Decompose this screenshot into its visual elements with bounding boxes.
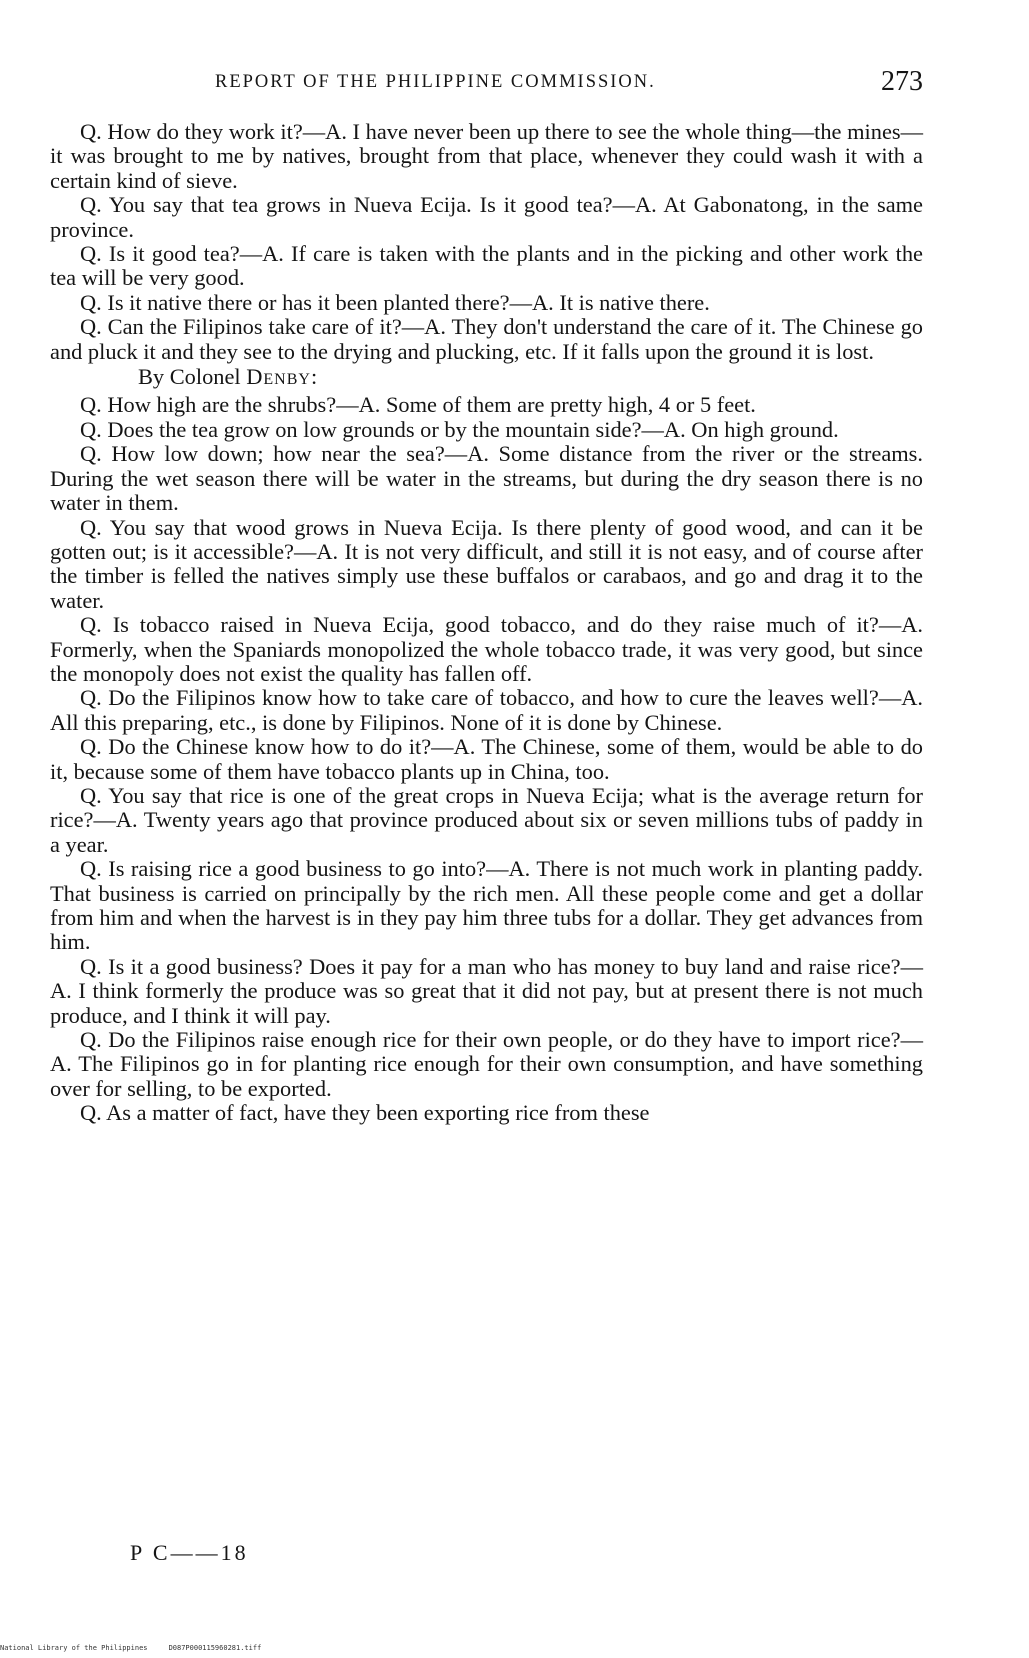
paragraph: Q. You say that tea grows in Nueva Ecija. Is it good tea?—A. At Gabonatong, in the same province. [50, 192, 923, 242]
page-header [50, 66, 923, 106]
byline-suffix: : [310, 364, 318, 390]
byline [50, 365, 923, 389]
paragraph: Q. Is it native there or has it been planted there?—A. It is native there. [80, 289, 710, 315]
paragraph: Q. Is it good tea?—A. If care is taken with the plants and in the picking and other work the tea will be very good. [50, 241, 923, 291]
paragraph: Q. Does the tea grow on low grounds or by the mountain side?—A. On high ground. [80, 416, 839, 442]
paragraph: Q. Is tobacco raised in Nueva Ecija, good tobacco, and do they raise much of it?—A. Formerly, when the Spaniards monopolized the whole tobacco trade, it was very good, but since the monopoly does not exist the quality has fallen off. [50, 612, 923, 686]
running-head: REPORT OF THE PHILIPPINE COMMISSION. [215, 72, 656, 92]
byline-prefix: By Colonel [138, 364, 247, 390]
paragraph: Q. You say that rice is one of the great crops in Nueva Ecija; what is the average return for rice?—A. Twenty years ago that province produced about six or seven millions tubs of paddy in a year. [50, 782, 923, 857]
paragraph: Q. How high are the shrubs?—A. Some of them are pretty high, 4 or 5 feet. [80, 392, 756, 418]
paragraph: Q. Do the Filipinos know how to take care of tobacco, and how to cure the leaves well?—A. All this preparing, etc., is done by Filipinos. None of it is done by Chinese. [50, 685, 923, 735]
body-text [50, 120, 923, 1126]
scan-footer: National Library of the Philippines D087P000115960281.tiff [0, 1644, 262, 1652]
page-number: 273 [881, 66, 923, 97]
paragraph: Q. Is raising rice a good business to go into?—A. There is not much work in planting paddy. That business is carried on principally by the rich men. All these people come and get a dollar from him and when the harvest is in they pay him three tubs for a dollar. They get advances from him. [50, 856, 923, 955]
signature-mark: P C——18 [130, 1540, 249, 1565]
paragraph: Q. Do the Chinese know how to do it?—A. The Chinese, some of them, would be able to do it, because some of them have tobacco plants up in China, too. [50, 734, 923, 784]
paragraph: Q. How do they work it?—A. I have never been up there to see the whole thing—the mines—it was brought to me by natives, brought from that place, whenever they could wash it with a certain kind of sieve. [50, 119, 923, 193]
byline-name: Denby [246, 364, 311, 390]
paragraph: Q. Do the Filipinos raise enough rice for their own people, or do they have to import rice?—A. The Filipinos go in for planting rice enough for their own consumption, and have something over for selling, to be exported. [50, 1027, 923, 1101]
paragraph: Q. You say that wood grows in Nueva Ecija. Is there plenty of good wood, and can it be gotten out; is it accessible?—A. It is not very difficult, and still it is not easy, and of course after the timber is felled the natives simply use these buffalos or carabaos, and go and drag it to the water. [50, 514, 923, 613]
paragraph: Q. How low down; how near the sea?—A. Some distance from the river or the streams. During the wet season there will be water in the streams, but during the dry season there is no water in them. [50, 441, 923, 516]
paragraph: Q. As a matter of fact, have they been exporting rice from these [80, 1100, 650, 1126]
paragraph: Q. Can the Filipinos take care of it?—A. They don't understand the care of it. The Chinese go and pluck it and they see to the drying and plucking, etc. If it falls upon the ground it is lost. [50, 314, 923, 364]
paragraph: Q. Is it a good business? Does it pay for a man who has money to buy land and raise rice?—A. I think formerly the produce was so great that it did not pay, but at present there is not much produce, and I think it will pay. [50, 953, 923, 1028]
